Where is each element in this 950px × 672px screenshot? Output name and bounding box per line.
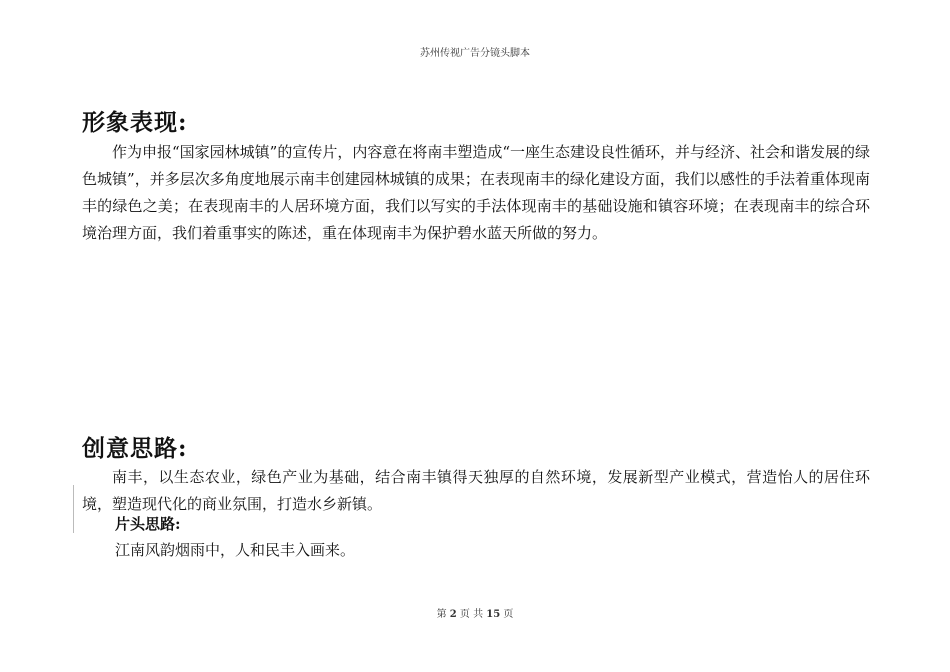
footer-total-pages: 15 bbox=[486, 609, 501, 620]
section-heading-image: 形象表现: bbox=[82, 109, 188, 136]
opening-line: 江南风韵烟雨中，人和民丰入画来。 bbox=[115, 541, 356, 559]
footer-page-number: 2 bbox=[449, 609, 457, 620]
page-footer bbox=[0, 605, 950, 620]
footer-prefix: 第 bbox=[436, 609, 447, 620]
section-body-creative: 南丰，以生态农业，绿色产业为基础，结合南丰镇得天独厚的自然环境，发展新型产业模式，营造怡人的居住环境，塑造现代化的商业氛围，打造水乡新镇。 bbox=[82, 468, 870, 513]
change-bar bbox=[73, 485, 74, 533]
subheading-opening: 片头思路: bbox=[115, 515, 181, 533]
footer-suffix: 页 bbox=[503, 609, 514, 620]
footer-middle: 页 共 bbox=[459, 609, 484, 620]
section-heading-creative: 创意思路: bbox=[82, 435, 188, 462]
section-body-image: 作为申报“国家园林城镇”的宣传片，内容意在将南丰塑造成“一座生态建设良性循环，并与经济、社会和谐发展的绿色城镇”，并多层次多角度地展示南丰创建园林城镇的成果；在表现南丰的绿化建设方面，我们以感性的手法着重体现南丰的绿色之美；在表现南丰的人居环境方面，我们以写实的手法体现南丰的基础设施和镇容环境；在表现南丰的综合环境治理方面，我们着重事实的陈述，重在体现南丰为保护碧水蓝天所做的努力。 bbox=[82, 143, 871, 242]
page-header: 苏州传视广告分镜头脚本 bbox=[420, 48, 530, 59]
